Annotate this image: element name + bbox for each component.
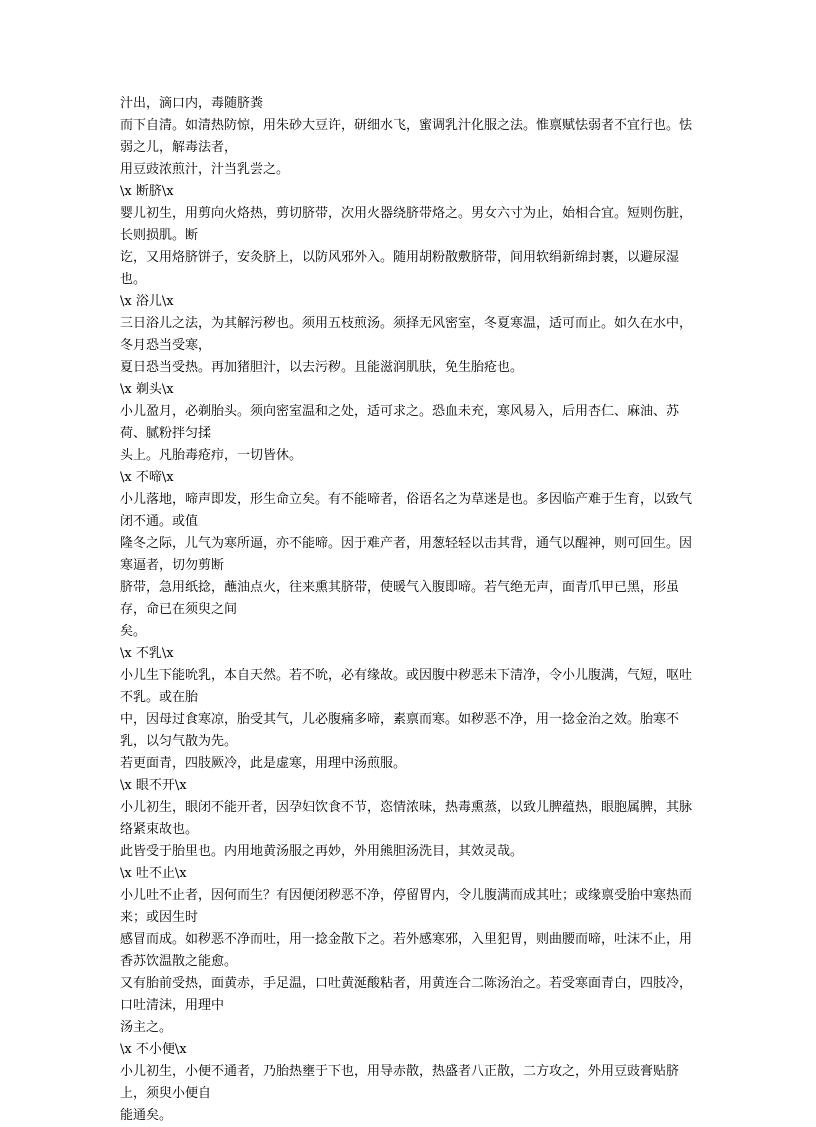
text-line: 此皆受于胎里也。内用地黄汤服之再妙，外用熊胆汤洗目，其效灵哉。 [120,844,524,859]
text-line: 三日浴儿之法，为其解污秽也。须用五枝煎汤。须择无风密室，冬夏寒温，适可而止。如久在水中，冬月恐当受寒， [120,316,693,353]
section-heading: \x 剃头\x [120,382,174,397]
text-line: 小儿吐不止者，因何而生？有因便闭秽恶不净，停留胃内，令儿腹满而成其吐；或缘禀受胎中寒热而来；或因生时 [120,888,693,925]
text-line: 婴儿初生，用剪向火烙热，剪切脐带，次用火器绕脐带烙之。男女六寸为止，始相合宜。短则伤脏，长则损肌。断 [120,206,693,243]
text-line: 而下自清。如清热防惊，用朱砂大豆许，研细水飞，蜜调乳汁化服之法。惟禀赋怯弱者不宜行也。怯弱之儿，解毒法者， [120,118,693,155]
text-line: 小儿初生，小便不通者，乃胎热壅于下也，用导赤散，热盛者八正散，二方攻之，外用豆豉膏贴脐上，须臾小便自 [120,1064,680,1101]
text-line: 小儿盈月，必剃胎头。须向密室温和之处，适可求之。恐血未充，寒风易入，后用杏仁、麻油、苏荷、腻粉拌匀揉 [120,404,680,441]
text-line: 中，因母过食寒凉，胎受其气，儿必腹痛多啼，素禀而寒。如秽恶不净，用一捻金治之效。胎寒不乳，以匀气散为先。 [120,712,680,749]
text-line: 讫，又用烙脐饼子，安灸脐上，以防风邪外入。随用胡粉散敷脐带，间用软绢新绵封裹，以避尿湿也。 [120,250,680,287]
text-line: 汁出，滴口内，毒随脐粪 [120,96,264,111]
document-body [120,93,702,1127]
section-heading: \x 不啼\x [120,470,174,485]
text-line: 夏日恐当受热。再加猪胆汁，以去污秽。且能滋润肌肤，免生胎疮也。 [120,360,524,375]
text-line: 矣。 [120,624,147,639]
text-line: 隆冬之际，儿气为寒所逼，亦不能啼。因于难产者，用葱轻轻以击其背，通气以醒神，则可回生。因寒逼者，切勿剪断 [120,536,693,573]
text-line: 小儿生下能吮乳，本自天然。若不吮，必有缘故。或因腹中秽恶未下清净，令小儿腹满，气短，呕吐不乳。或在胎 [120,668,693,705]
text-line: 感冒而成。如秽恶不净而吐，用一捻金散下之。若外感寒邪，入里犯胃，则曲腰而啼，吐沫不止，用香苏饮温散之能愈。 [120,932,693,969]
section-heading: \x 眼不开\x [120,778,187,793]
text-line: 若更面青，四肢厥冷，此是虚寒，用理中汤煎服。 [120,756,407,771]
section-heading: \x 吐不止\x [120,866,187,881]
section-heading: \x 不小便\x [120,1042,187,1057]
text-line: 小儿初生，眼闭不能开者，因孕妇饮食不节，恣情浓味，热毒熏蒸，以致儿脾蕴热，眼胞属脾，其脉络紧束故也。 [120,800,693,837]
text-line: 脐带，急用纸捻，蘸油点火，往来熏其脐带，使暖气入腹即啼。若气绝无声，面青爪甲已黑，形虽存，命已在须臾之间 [120,580,680,617]
text-line: 头上。凡胎毒疮疖，一切皆休。 [120,448,303,463]
text-line: 汤主之。 [120,1020,173,1035]
text-line: 能通矣。 [120,1108,173,1123]
section-heading: \x 不乳\x [120,646,174,661]
text-line: 用豆豉浓煎汁，汁当乳尝之。 [120,162,290,177]
text-line: 又有胎前受热，面黄赤，手足温，口吐黄涎酸粘者，用黄连合二陈汤治之。若受寒面青白，四肢冷，口吐清沫，用理中 [120,976,693,1013]
section-heading: \x 浴儿\x [120,294,174,309]
section-heading: \x 断脐\x [120,184,174,199]
text-line: 小儿落地，啼声即发，形生命立矣。有不能啼者，俗语名之为草迷是也。多因临产难于生育，以致气闭不通。或值 [120,492,693,529]
